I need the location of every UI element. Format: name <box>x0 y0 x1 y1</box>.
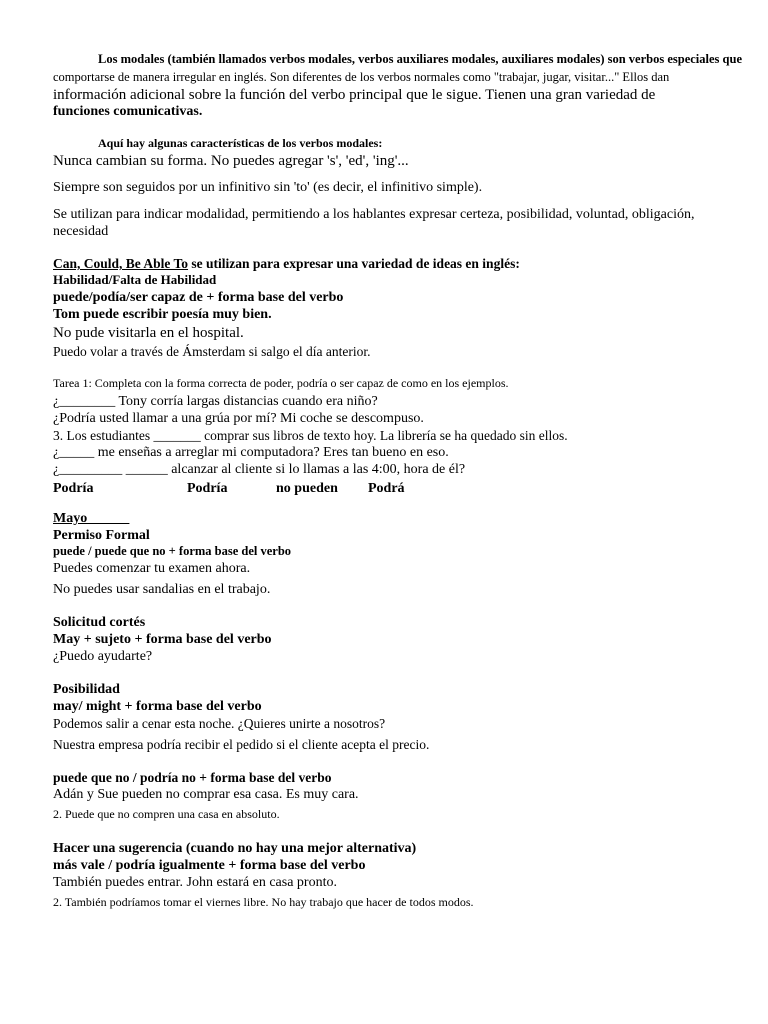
characteristics-heading: Aquí hay algunas características de los verbos modales: <box>98 136 383 150</box>
task-instruction: Tarea 1: Completa con la forma correcta de poder, podría o ser capaz de como en los ejemplos. <box>53 376 509 390</box>
can-subheading: Habilidad/Falta de Habilidad <box>53 272 217 287</box>
possibility-title: Posibilidad <box>53 682 120 697</box>
task-item: ¿_____ me enseñas a arreglar mi computadora? Eres tan bueno en eso. <box>53 445 449 460</box>
polite-request-formula: May + sujeto + forma base del verbo <box>53 632 272 647</box>
suggestion-example: 2. También podríamos tomar el viernes libre. No hay trabajo que hacer de todos modos. <box>53 895 474 909</box>
possibility-formula: may/ might + forma base del verbo <box>53 699 262 714</box>
task-item: 3. Los estudiantes _______ comprar sus libros de texto hoy. La librería se ha quedado sin ellos. <box>53 428 568 443</box>
task-answer: Podrá <box>368 481 405 496</box>
can-heading-underlined: Can, Could, Be Able To <box>53 256 189 271</box>
can-section-heading <box>53 256 520 272</box>
task-answer: Podría <box>53 481 94 496</box>
formal-permission-example: Puedes comenzar tu examen ahora. <box>53 561 251 576</box>
negative-possibility-formula: puede que no / podría no + forma base del verbo <box>53 770 332 785</box>
task-item: ¿Podría usted llamar a una grúa por mí? Mi coche se descompuso. <box>53 411 424 426</box>
intro-line-3: información adicional sobre la función del verbo principal que le sigue. Tienen una gran variedad de <box>53 87 656 103</box>
can-example-bold: Tom puede escribir poesía muy bien. <box>53 307 272 322</box>
suggestion-formula: más vale / podría igualmente + forma base del verbo <box>53 858 366 873</box>
characteristic-item: Siempre son seguidos por un infinitivo sin 'to' (es decir, el infinitivo simple). <box>53 180 483 195</box>
possibility-example: Podemos salir a cenar esta noche. ¿Quieres unirte a nosotros? <box>53 716 386 731</box>
task-item: ¿________ Tony corría largas distancias cuando era niño? <box>53 394 378 409</box>
negative-possibility-example: Adán y Sue pueden no comprar esa casa. Es muy cara. <box>53 787 359 802</box>
formal-permission-example: No puedes usar sandalias en el trabajo. <box>53 582 271 597</box>
task-answer: Podría <box>187 481 228 496</box>
characteristic-item: Nunca cambian su forma. No puedes agregar 's', 'ed', 'ing'... <box>53 153 409 169</box>
negative-possibility-example: 2. Puede que no compren una casa en absoluto. <box>53 807 280 821</box>
can-example: No pude visitarla en el hospital. <box>53 325 244 341</box>
may-heading: Mayo______ <box>53 511 130 526</box>
can-example: Puedo volar a través de Ámsterdam si salgo el día anterior. <box>53 344 371 359</box>
can-heading-rest: se utilizan para expresar una variedad de ideas en inglés: <box>188 256 520 271</box>
suggestion-example: También puedes entrar. John estará en casa pronto. <box>53 875 337 890</box>
polite-request-title: Solicitud cortés <box>53 615 146 630</box>
intro-line-2: comportarse de manera irregular en inglés. Son diferentes de los verbos normales como "trabajar, jugar, visitar..." Ellos dan <box>53 70 670 84</box>
formal-permission-title: Permiso Formal <box>53 528 150 543</box>
can-formula: puede/podía/ser capaz de + forma base del verbo <box>53 290 344 305</box>
suggestion-title: Hacer una sugerencia (cuando no hay una mejor alternativa) <box>53 841 417 856</box>
intro-line-1: Los modales (también llamados verbos modales, verbos auxiliares modales, auxiliares modales) son verbos especiales que <box>98 52 742 66</box>
task-item: ¿_________ ______ alcanzar al cliente si lo llamas a las 4:00, hora de él? <box>53 462 466 477</box>
characteristic-item: necesidad <box>53 224 109 239</box>
intro-line-4: funciones comunicativas. <box>53 104 203 119</box>
polite-request-example: ¿Puedo ayudarte? <box>53 649 153 664</box>
formal-permission-formula: puede / puede que no + forma base del verbo <box>53 544 292 558</box>
characteristic-item: Se utilizan para indicar modalidad, permitiendo a los hablantes expresar certeza, posibilidad, voluntad, obligación, <box>53 207 695 222</box>
possibility-example: Nuestra empresa podría recibir el pedido si el cliente acepta el precio. <box>53 737 430 752</box>
task-answer: no pueden <box>276 481 338 496</box>
